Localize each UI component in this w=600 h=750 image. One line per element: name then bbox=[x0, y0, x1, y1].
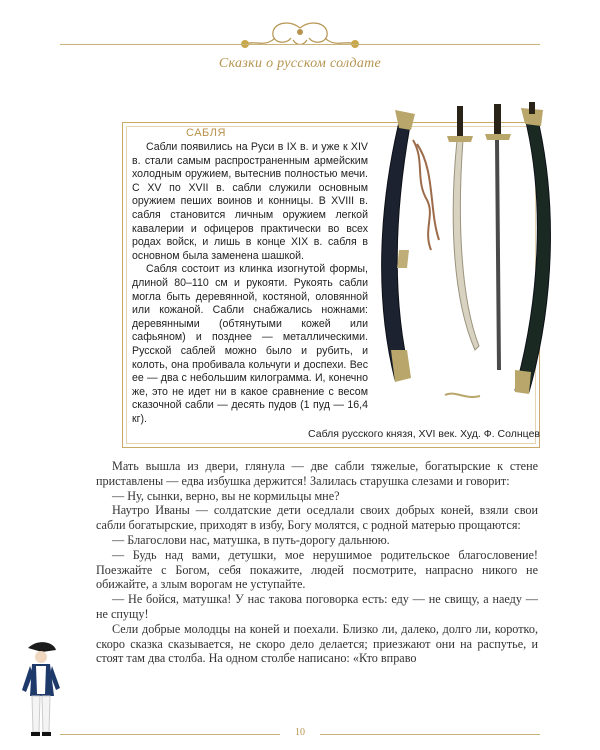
header-rule bbox=[60, 44, 540, 45]
story-paragraph: — Благослови нас, матушка, в путь-дорогу дальнюю. bbox=[112, 532, 390, 547]
story-paragraph: — Ну, сынки, верно, вы не кормильцы мне? bbox=[112, 488, 340, 503]
saber-blade bbox=[447, 106, 479, 350]
story-paragraph: — Будь над вами, детушки, мое нерушимое родительское благословение! Поезжайте с Богом, себя покажите, людей посмотрите, напрасно никого не обижайте, а злым ворогам не уступайте. bbox=[96, 547, 538, 592]
soldier-illustration bbox=[14, 640, 69, 740]
image-caption: Сабля русского князя, XVI век. Худ. Ф. Солнцев bbox=[308, 428, 540, 440]
header-ornament bbox=[235, 20, 365, 58]
story-text bbox=[96, 459, 538, 666]
sidebar-paragraph: Сабля состоит из клинка изогнутой формы, длиной 80–110 см и рукояти. Рукоять сабли могла быть деревянной, костяной, оловянной или кожаной. Сабли снабжались ножнами: деревянными (обтянутыми кожей или сафьяном) и позднее — металлическими. Русской саблей можно было и рубить, и колоть, она пробивала кольчуги и доспехи. Вес ее — два с небольшим килограмма. И, конечно же, это не идет ни в какое сравнение с весом сказочной сабли — десять пудов (1 пуд — 16,4 кг). bbox=[132, 263, 368, 425]
story-paragraph: — Не бойся, матушка! У нас такова поговорка есть: еду — не свищу, а наеду — не спущу! bbox=[96, 592, 538, 621]
sidebar-paragraph: Сабли появились на Руси в IX в. и уже к XIV в. стали самым распространенным армейским холодным оружием, вытеснив полностью мечи. С XV по XVII в. сабли служили основным оружием пеших воинов и конницы. В XVIII в. сабля становится личным оружием легкой кавалерии и офицеров практически во всех родах войск, и лишь в конце XIX в. сабля в основном была заменена шашкой. bbox=[132, 141, 368, 262]
saber-illustration bbox=[365, 100, 560, 410]
running-header: Сказки о русском солдате bbox=[218, 56, 382, 71]
page-number: 10 bbox=[280, 727, 320, 738]
story-paragraph: Мать вышла из двери, глянула — две сабли тяжелые, богатырские к стене приставлены — едва избушка держится! Залилась старушка слезами и говорит: bbox=[96, 459, 538, 488]
left-scabbard bbox=[382, 110, 415, 382]
sidebar-title: САБЛЯ bbox=[186, 127, 226, 139]
sidebar-text bbox=[132, 141, 368, 426]
story-paragraph: Наутро Иваны — солдатские дети оседлали своих добрых коней, взяли свои сабли богатырские, приходят в избу, Богу молятся, с родной матерью прощаются: bbox=[96, 503, 538, 533]
story-paragraph: Сели добрые молодцы на коней и поехали. Близко ли, далеко, долго ли, коротко, скоро сказка сказывается, не скоро дело делается; приезжают они на распутье, и стоят там два столба. На одном столбе написано: «Кто вправо bbox=[96, 621, 538, 666]
right-scabbard bbox=[515, 102, 550, 394]
